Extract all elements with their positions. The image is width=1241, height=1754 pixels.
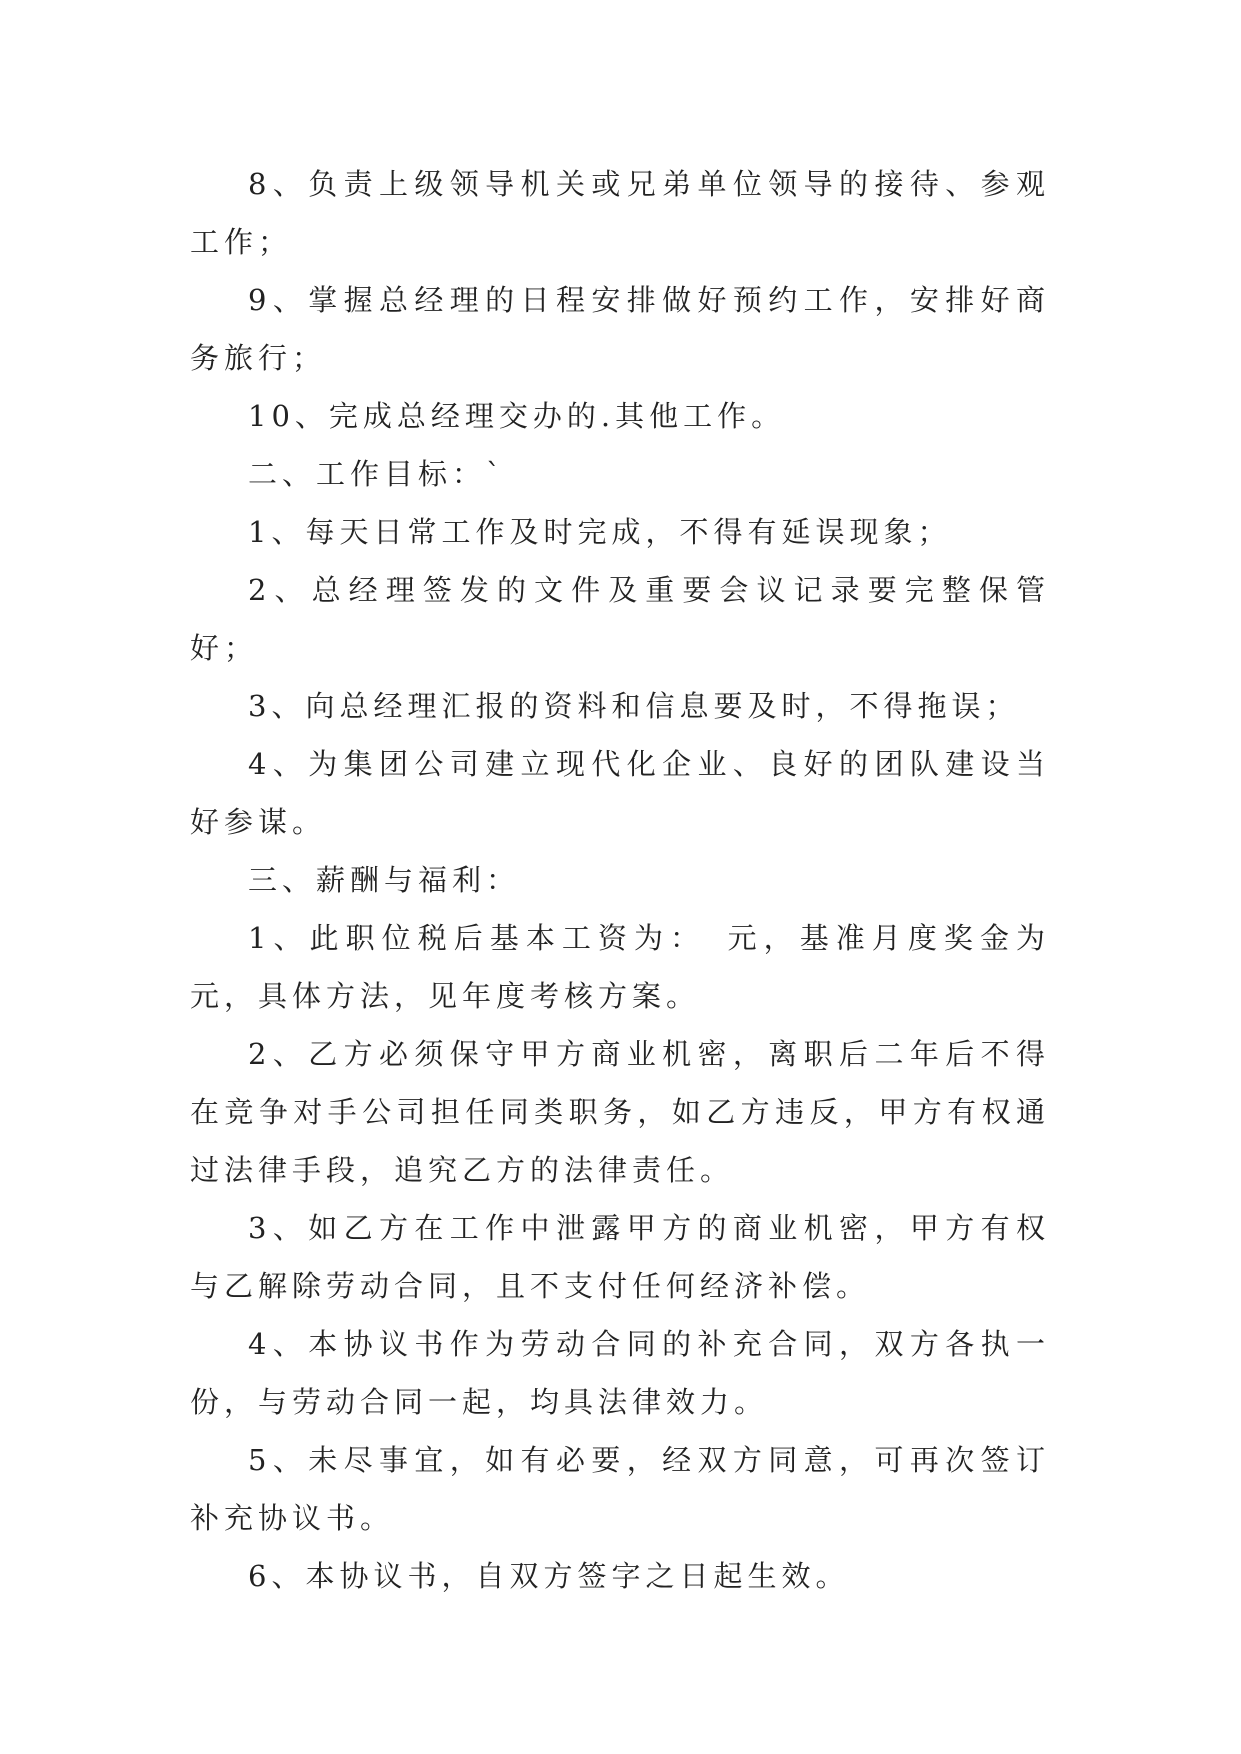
- paragraph-goal-2: 2、总经理签发的文件及重要会议记录要完整保管好；: [190, 573, 1050, 665]
- paragraph-item-9: 9、掌握总经理的日程安排做好预约工作，安排好商务旅行；: [190, 283, 1050, 375]
- paragraph-goal-1: 1、每天日常工作及时完成，不得有延误现象；: [248, 515, 952, 549]
- paragraph-compensation-1: 1、此职位税后基本工资为： 元，基准月度奖金为 元，具体方法，见年度考核方案。: [190, 921, 1050, 1013]
- paragraph-compensation-3: 3、如乙方在工作中泄露甲方的商业机密，甲方有权与乙解除劳动合同，且不支付任何经济补偿。: [190, 1211, 1050, 1303]
- document-body: [190, 155, 1050, 1605]
- section-heading-goals: 二、工作目标：`: [248, 457, 506, 491]
- paragraph-compensation-2: 2、乙方必须保守甲方商业机密，离职后二年后不得在竞争对手公司担任同类职务，如乙方违反，甲方有权通过法律手段，追究乙方的法律责任。: [190, 1037, 1050, 1187]
- paragraph-compensation-6: 6、本协议书，自双方签字之日起生效。: [248, 1559, 850, 1593]
- paragraph-item-10: 10、完成总经理交办的.其他工作。: [248, 399, 786, 433]
- paragraph-compensation-4: 4、本协议书作为劳动合同的补充合同，双方各执一份，与劳动合同一起，均具法律效力。: [190, 1327, 1050, 1419]
- paragraph-goal-4: 4、为集团公司建立现代化企业、良好的团队建设当好参谋。: [190, 747, 1050, 839]
- section-heading-compensation: 三、薪酬与福利：: [248, 863, 521, 897]
- paragraph-compensation-5: 5、未尽事宜，如有必要，经双方同意，可再次签订补充协议书。: [190, 1443, 1050, 1535]
- paragraph-item-8: 8、负责上级领导机关或兄弟单位领导的接待、参观工作；: [190, 167, 1050, 259]
- paragraph-goal-3: 3、向总经理汇报的资料和信息要及时，不得拖误；: [248, 689, 1020, 723]
